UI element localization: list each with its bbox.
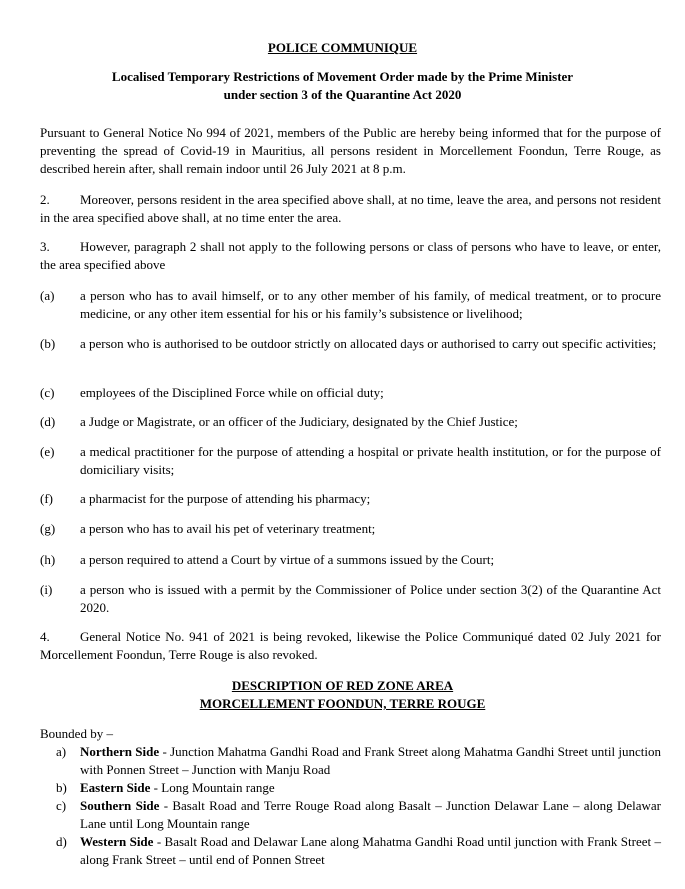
item-text: a person required to attend a Court by virtue of a summons issued by the Court;	[80, 552, 495, 567]
item-label: (c)	[40, 385, 55, 400]
side-text	[80, 743, 661, 779]
side-text	[80, 833, 661, 869]
item-text: a Judge or Magistrate, or an officer of the Judiciary, designated by the Chief Justice;	[80, 414, 518, 429]
side-label: a)	[56, 744, 67, 759]
item-text: a pharmacist for the purpose of attending his pharmacy;	[80, 491, 371, 506]
side-name: Southern Side	[80, 798, 160, 813]
side-label: d)	[56, 834, 67, 849]
paragraph-text: However, paragraph 2 shall not apply to the following persons or class of persons who have to leave, or enter, the area specified above	[40, 239, 661, 272]
item-text: employees of the Disciplined Force while on official duty;	[80, 385, 384, 400]
side-label: c)	[56, 798, 67, 813]
paragraph-1: Pursuant to General Notice No 994 of 2021, members of the Public are hereby being informed that for the purpose of preventing the spread of Covid-19 in Mauritius, all persons resident in Morcellement Foondun, Terre Rouge, as described herein after, shall remain indoor until 26 July 2021 at 8 p.m.	[40, 125, 661, 176]
red-zone-heading-line-2: MORCELLEMENT FOONDUN, TERRE ROUGE	[199, 696, 486, 711]
paragraph-2	[40, 191, 661, 227]
side-text	[80, 797, 661, 833]
subtitle	[0, 68, 685, 104]
item-label: (f)	[40, 491, 53, 506]
paragraph-text: Moreover, persons resident in the area specified above shall, at no time, leave the area, and persons not resident in the area specified above shall, at no time enter the area.	[40, 192, 661, 225]
red-zone-heading	[0, 677, 685, 713]
subtitle-line-1: Localised Temporary Restrictions of Movement Order made by the Prime Minister	[111, 69, 574, 84]
item-text: a person who has to avail himself, or to any other member of his family, of medical treatment, or to procure medicine, or any other item essential for his or his family’s subsistence or livelihood;	[80, 288, 661, 321]
side-name: Western Side	[80, 834, 154, 849]
side-description: - Basalt Road and Terre Rouge Road along Basalt – Junction Delawar Lane – along Delawar Lane until Long Mountain range	[80, 798, 661, 831]
paragraph-number: 4.	[40, 629, 50, 644]
item-label: (h)	[40, 552, 56, 567]
item-label: (a)	[40, 288, 55, 303]
item-text: a medical practitioner for the purpose of attending a hospital or private health institution, or for the purpose of domiciliary visits;	[80, 444, 661, 477]
side-name: Northern Side	[80, 744, 160, 759]
item-text: a person who has to avail his pet of veterinary treatment;	[80, 521, 376, 536]
subtitle-line-2: under section 3 of the Quarantine Act 2020	[223, 87, 462, 102]
side-description: - Junction Mahatma Gandhi Road and Frank Street along Mahatma Gandhi Street until junction with Ponnen Street – Junction with Manju Road	[80, 744, 661, 777]
item-text: a person who is issued with a permit by the Commissioner of Police under section 3(2) of the Quarantine Act 2020.	[80, 582, 661, 615]
item-text: a person who is authorised to be outdoor strictly on allocated days or authorised to carry out specific activities;	[80, 336, 657, 351]
side-label: b)	[56, 780, 67, 795]
item-label: (g)	[40, 521, 56, 536]
side-description: - Basalt Road and Delawar Lane along Mahatma Gandhi Road until junction with Frank Street – along Frank Street – until end of Ponnen Street	[80, 834, 661, 867]
paragraph-text: General Notice No. 941 of 2021 is being revoked, likewise the Police Communiqué dated 02 July 2021 for Morcellement Foondun, Terre Rouge is also revoked.	[40, 629, 661, 662]
paragraph-number: 2.	[40, 192, 50, 207]
item-label: (d)	[40, 414, 56, 429]
red-zone-heading-line-1: DESCRIPTION OF RED ZONE AREA	[231, 678, 454, 693]
side-description: - Long Mountain range	[150, 780, 275, 795]
bounded-by-label: Bounded by –	[40, 726, 113, 741]
paragraph-number: 3.	[40, 239, 50, 254]
page-title: POLICE COMMUNIQUE	[267, 40, 418, 55]
paragraph-3	[40, 238, 661, 274]
side-name: Eastern Side	[80, 780, 151, 795]
item-label: (i)	[40, 582, 53, 597]
item-label: (e)	[40, 444, 55, 459]
item-label: (b)	[40, 336, 56, 351]
paragraph-4	[40, 628, 661, 664]
side-text	[80, 779, 661, 797]
